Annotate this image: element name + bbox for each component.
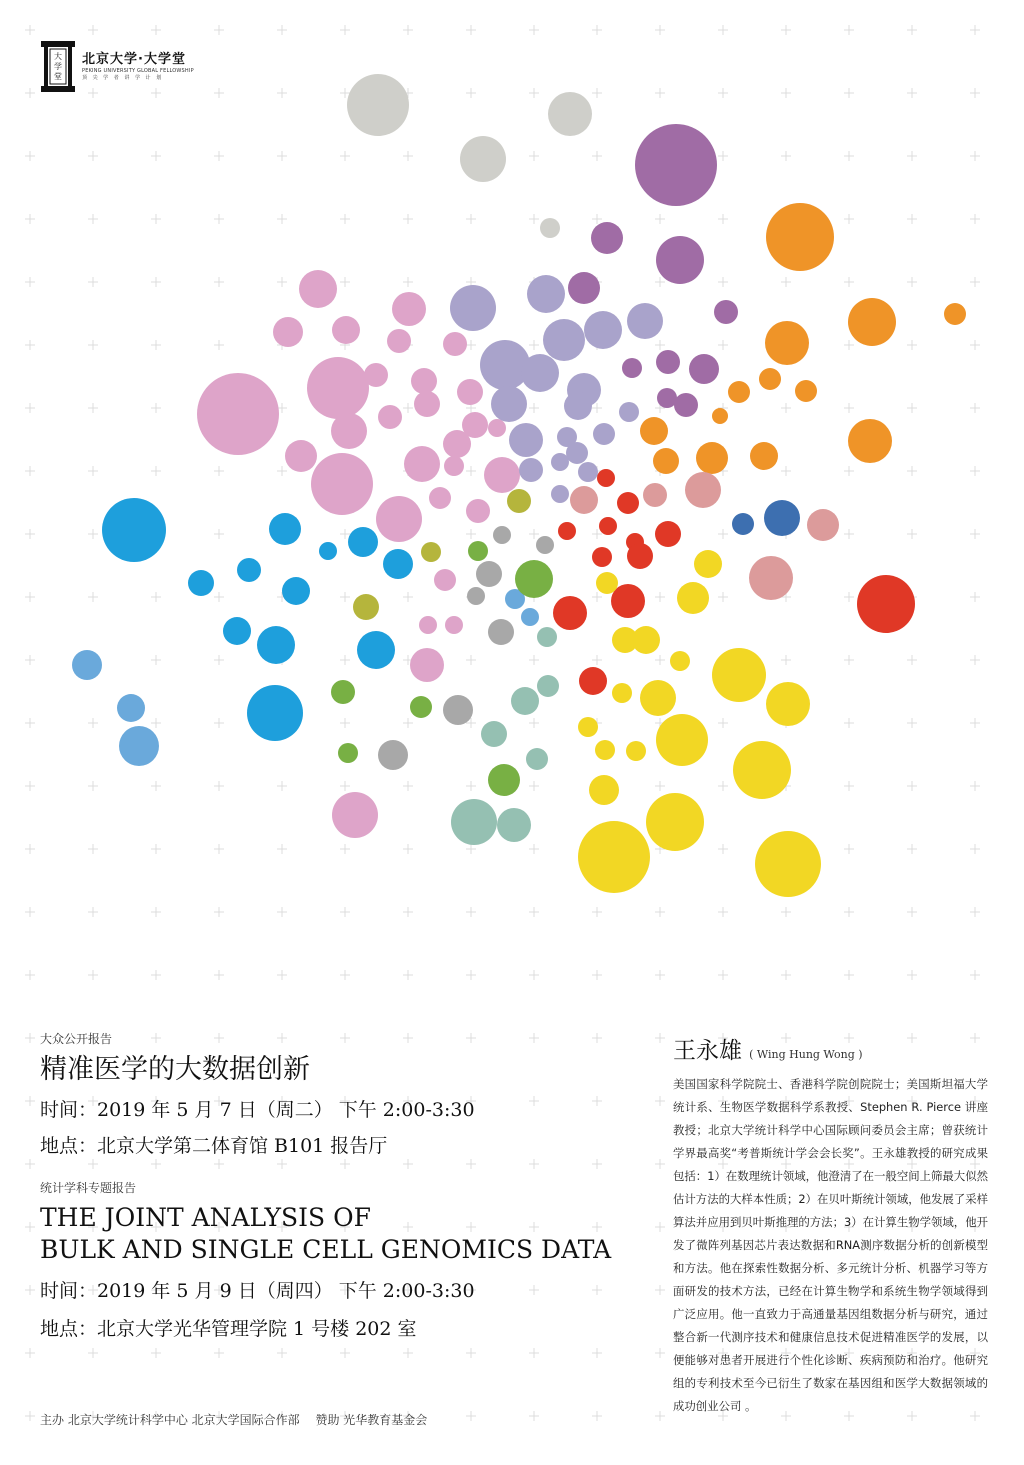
bubble — [622, 358, 642, 378]
lecture1-tag: 大众公开报告 — [40, 1032, 113, 1046]
bubble — [383, 549, 413, 579]
bubble — [848, 298, 896, 346]
bubble — [484, 457, 520, 493]
grid-cross — [655, 1348, 665, 1358]
bubble — [476, 561, 502, 587]
bubble — [551, 453, 569, 471]
bubble — [558, 522, 576, 540]
bubble — [488, 619, 514, 645]
bubble — [331, 413, 367, 449]
grid-cross — [25, 1159, 35, 1169]
bubble — [419, 616, 437, 634]
bubble — [269, 513, 301, 545]
bubble — [568, 272, 600, 304]
bubble — [656, 714, 708, 766]
bubble — [632, 626, 660, 654]
bubble — [766, 682, 810, 726]
bubble — [378, 405, 402, 429]
grid-cross — [592, 1411, 602, 1421]
bubble — [733, 741, 791, 799]
grid-cross — [466, 1348, 476, 1358]
lecture1-place: 地点：北京大学第二体育馆 B101 报告厅 — [40, 1135, 388, 1157]
bubble — [689, 354, 719, 384]
bubble — [551, 485, 569, 503]
bubble — [656, 236, 704, 284]
bubble — [627, 543, 653, 569]
speaker-name-cn: 王永雄 — [673, 1038, 742, 1064]
bubble — [404, 446, 440, 482]
svg-text:堂: 堂 — [54, 72, 62, 81]
bubble — [696, 442, 728, 474]
grid-cross — [655, 1285, 665, 1295]
lecture2-place: 地点：北京大学光华管理学院 1 号楼 202 室 — [40, 1318, 417, 1340]
bubble — [677, 582, 709, 614]
bubble — [653, 448, 679, 474]
bubble — [712, 408, 728, 424]
bubble — [72, 650, 102, 680]
speaker-name-en: ( Wing Hung Wong ) — [749, 1048, 863, 1061]
bubble — [332, 792, 378, 838]
bubble — [749, 556, 793, 600]
bubble — [378, 740, 408, 770]
bubble — [527, 275, 565, 313]
bubble — [584, 311, 622, 349]
bubble — [526, 748, 548, 770]
bubble — [626, 741, 646, 761]
bubble — [481, 721, 507, 747]
bubble — [497, 808, 531, 842]
bubble — [414, 391, 440, 417]
bubble — [640, 680, 676, 716]
svg-text:学: 学 — [54, 62, 62, 71]
bubble — [429, 487, 451, 509]
bubble — [655, 521, 681, 547]
bubble — [488, 764, 520, 796]
bubble — [421, 542, 441, 562]
bubble — [357, 631, 395, 669]
gate-seal-icon — [40, 40, 76, 94]
grid-cross — [529, 1348, 539, 1358]
bubble — [597, 469, 615, 487]
bubble — [714, 300, 738, 324]
grid-cross — [25, 1033, 35, 1043]
bubble — [491, 386, 527, 422]
bubble — [353, 594, 379, 620]
bubble — [536, 536, 554, 554]
bubble — [728, 381, 750, 403]
bubble — [944, 303, 966, 325]
bubble — [612, 683, 632, 703]
speaker-bio: 美国国家科学院院士、香港科学院创院院士；美国斯坦福大学统计系、生物医学数据科学系教授、Stephen R. Pierce 讲座教授；北京大学统计科学中心国际顾问委员会主席；曾获统计学界最高奖“考普斯统计学会会长奖”。王永雄教授的研究成果包括：1）在数理统计领域，他澄清了在一般空间上筛最大似然估计方法的大样本性质；2）在贝叶斯统计领域，他发展了采样算法并应用到贝叶斯推理的方法；3）在计算生物学领域，他开发了微阵列基因芯片表达数据和RNA测序数据分析的创新模型和方法。他在探索性数据分析、多元统计分析、机器学习等方面研发的技术方法，已经在计算生物学和系统生物学领域得到广泛应用。他一直致力于高通量基因组数据分析与研究，通过整合新一代测序技术和健康信息技术促进精准医学的发展，以便能够对患者开展进行个性化诊断、疾病预防和治疗。他研究组的专利技术至今已衍生了数家在基因组和医学大数据领域的成功创业公司 。 — [673, 1077, 988, 1413]
bubble — [444, 456, 464, 476]
lecture2-time: 时间：2019 年 5 月 9 日（周四） 下午 2:00-3:30 — [40, 1280, 475, 1302]
bubble — [764, 500, 800, 536]
bubble — [515, 560, 553, 598]
bubble — [507, 489, 531, 513]
bubble — [197, 373, 279, 455]
bubble — [457, 379, 483, 405]
bubble — [627, 303, 663, 339]
bubble — [348, 527, 378, 557]
bubble — [411, 368, 437, 394]
bubble — [347, 74, 409, 136]
logo-subtitle: 顶 尖 学 者 讲 学 计 划 — [82, 75, 164, 81]
bubble — [548, 92, 592, 136]
bubble — [392, 292, 426, 326]
grid-cross — [277, 1348, 287, 1358]
bubble — [468, 541, 488, 561]
bubble — [599, 517, 617, 535]
bubble — [646, 793, 704, 851]
bubble — [848, 419, 892, 463]
bubble — [592, 547, 612, 567]
bubble — [443, 430, 471, 458]
bubble — [579, 667, 607, 695]
bubble — [750, 442, 778, 470]
bubble — [493, 526, 511, 544]
lecture2-title-line2: BULK AND SINGLE CELL GENOMICS DATA — [40, 1235, 612, 1264]
bubble — [712, 648, 766, 702]
grid-cross — [655, 1159, 665, 1169]
lecture1-time: 时间：2019 年 5 月 7 日（周二） 下午 2:00-3:30 — [40, 1099, 475, 1121]
bubble — [102, 498, 166, 562]
bubble — [443, 695, 473, 725]
bubble — [857, 575, 915, 633]
bubble — [307, 357, 369, 419]
lecture-info — [40, 1030, 640, 1344]
bubble — [540, 218, 560, 238]
bubble — [595, 740, 615, 760]
bubble — [460, 136, 506, 182]
bubble — [656, 350, 680, 374]
bubble — [282, 577, 310, 605]
bubble — [537, 627, 557, 647]
bubble — [237, 558, 261, 582]
bubble — [589, 775, 619, 805]
grid-cross — [655, 1411, 665, 1421]
bubble — [619, 402, 639, 422]
bubble — [311, 453, 373, 515]
bubble — [635, 124, 717, 206]
bubble — [257, 626, 295, 664]
bubble — [450, 285, 496, 331]
lecture2-title — [40, 1202, 640, 1266]
bubble — [247, 685, 303, 741]
bubble — [732, 513, 754, 535]
bubble — [755, 831, 821, 897]
bubble — [566, 442, 588, 464]
grid-cross — [25, 1411, 35, 1421]
bubble — [332, 316, 360, 344]
bubble — [285, 440, 317, 472]
grid-cross — [214, 1348, 224, 1358]
bubble — [591, 222, 623, 254]
grid-cross — [529, 1411, 539, 1421]
bubble — [331, 680, 355, 704]
speaker-panel — [673, 1032, 988, 1418]
bubble — [564, 392, 592, 420]
logo-name-en: PEKING UNIVERSITY GLOBAL FELLOWSHIP — [82, 68, 194, 74]
organizers-footer: 主办 北京大学统计科学中心 北京大学国际合作部 赞助 光华教育基金会 — [40, 1413, 428, 1427]
bubble — [117, 694, 145, 722]
lecture2-tag: 统计学科专题报告 — [40, 1181, 137, 1195]
bubble — [467, 587, 485, 605]
bubble — [511, 687, 539, 715]
bubble — [578, 821, 650, 893]
lecture2-title-line1: THE JOINT ANALYSIS OF — [40, 1203, 371, 1232]
bubble — [480, 340, 530, 390]
bubble — [376, 496, 422, 542]
bubble — [521, 354, 559, 392]
bubble — [223, 617, 251, 645]
grid-cross — [655, 1096, 665, 1106]
bubble — [543, 319, 585, 361]
grid-cross — [655, 1222, 665, 1232]
bubble — [188, 570, 214, 596]
bubble — [694, 550, 722, 578]
bubble — [338, 743, 358, 763]
bubble — [387, 329, 411, 353]
bubble — [410, 648, 444, 682]
grid-cross — [655, 1033, 665, 1043]
bubble — [766, 203, 834, 271]
bubble — [670, 651, 690, 671]
bubble — [410, 696, 432, 718]
svg-text:大: 大 — [54, 52, 62, 61]
bubble — [119, 726, 159, 766]
bubble — [593, 423, 615, 445]
bubble — [299, 270, 337, 308]
grid-cross — [25, 1285, 35, 1295]
bubble — [521, 608, 539, 626]
bubble — [519, 458, 543, 482]
grid-cross — [340, 1348, 350, 1358]
bubble — [443, 332, 467, 356]
logo-name-cn: 北京大学·大学堂 — [82, 52, 186, 67]
bubble — [364, 363, 388, 387]
grid-cross — [25, 1348, 35, 1358]
bubble — [537, 675, 559, 697]
bubble — [553, 596, 587, 630]
bubble — [488, 419, 506, 437]
bubble — [596, 572, 618, 594]
bubble — [445, 616, 463, 634]
grid-cross — [466, 1411, 476, 1421]
bubble — [807, 509, 839, 541]
bubble — [640, 417, 668, 445]
grid-cross — [25, 1096, 35, 1106]
bubble — [434, 569, 456, 591]
bubble — [759, 368, 781, 390]
bubble — [685, 472, 721, 508]
grid-cross — [151, 1348, 161, 1358]
bubble — [570, 486, 598, 514]
bubble — [319, 542, 337, 560]
bubble — [674, 393, 698, 417]
bubble — [617, 492, 639, 514]
peking-university-logo — [40, 40, 194, 94]
bubble — [795, 380, 817, 402]
lecture1-title: 精准医学的大数据创新 — [40, 1054, 310, 1085]
grid-cross — [592, 1348, 602, 1358]
bubble — [466, 499, 490, 523]
grid-cross — [403, 1348, 413, 1358]
bubble — [765, 321, 809, 365]
grid-cross — [88, 1348, 98, 1358]
grid-cross — [25, 1222, 35, 1232]
bubble — [578, 717, 598, 737]
bubble — [451, 799, 497, 845]
bubble — [509, 423, 543, 457]
bubble — [578, 462, 598, 482]
bubble — [273, 317, 303, 347]
bubble — [643, 483, 667, 507]
